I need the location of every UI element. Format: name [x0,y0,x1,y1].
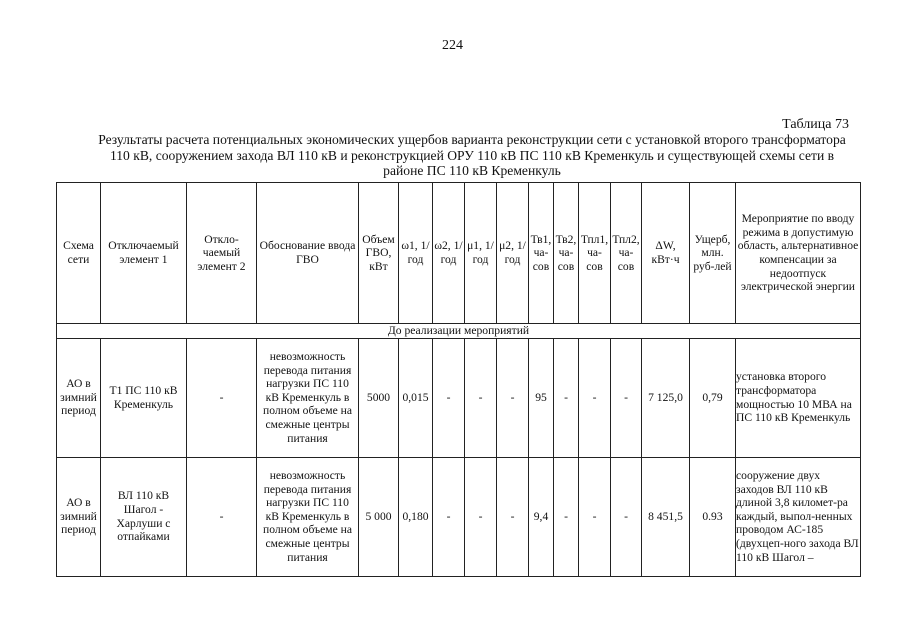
header-cell: Тв2, ча-сов [554,183,579,324]
table-cell: 0.93 [690,457,736,576]
table-cell: невозможность перевода питания нагрузки ПС 110 кВ Кременкуль в полном объеме на смежные центры питания [257,338,359,457]
table-cell: - [554,338,579,457]
header-cell: Обоснование ввода ГВО [257,183,359,324]
header-cell: Отключаемый элемент 1 [101,183,187,324]
table-cell: 0,015 [399,338,433,457]
header-cell: Схема сети [57,183,101,324]
header-cell: Тв1, ча-сов [529,183,554,324]
table-cell: - [579,338,611,457]
table-cell: АО в зимний период [57,457,101,576]
table-cell: Т1 ПС 110 кВ Кременкуль [101,338,187,457]
table-cell: сооружение двух заходов ВЛ 110 кВ длиной 3,8 километ-ра каждый, выпол-ненных проводом АС-185 (двухцеп-ного захода ВЛ 110 кВ Шагол – [736,457,861,576]
table-cell: - [187,338,257,457]
table-cell: установка второго трансформатора мощностью 10 МВА на ПС 110 кВ Кременкуль [736,338,861,457]
table-header-row [57,183,861,324]
table-cell: - [465,457,497,576]
table-cell: - [554,457,579,576]
header-cell: Объем ГВО, кВт [359,183,399,324]
table-cell: 95 [529,338,554,457]
table-cell: 8 451,5 [642,457,690,576]
header-cell: Ущерб, млн. руб-лей [690,183,736,324]
header-cell: ω1, 1/год [399,183,433,324]
table-row [57,457,861,576]
page-number: 224 [442,38,463,53]
table-cell: 7 125,0 [642,338,690,457]
table-cell: невозможность перевода питания нагрузки ПС 110 кВ Кременкуль в полном объеме на смежные центры питания [257,457,359,576]
table-cell: - [497,457,529,576]
header-cell: Откло-чаемый элемент 2 [187,183,257,324]
header-cell: Тпл2, ча-сов [611,183,642,324]
table-caption: Результаты расчета потенциальных экономических ущербов варианта реконструкции сети с установкой второго трансформатора 110 кВ, сооружением захода ВЛ 110 кВ и реконструкцией ОРУ 110 кВ ПС 110 кВ Кременкуль и существующей схемы сети в районе ПС 110 кВ Кременкуль [98,132,846,178]
section-label: До реализации мероприятий [57,324,861,339]
table-cell: - [579,457,611,576]
section-row [57,324,861,339]
table-cell: - [433,338,465,457]
table-cell: 0,79 [690,338,736,457]
table-row [57,338,861,457]
table-cell: АО в зимний период [57,338,101,457]
table-cell: - [611,457,642,576]
header-cell: μ1, 1/год [465,183,497,324]
results-table [56,182,861,577]
table-cell: - [187,457,257,576]
table-cell: - [433,457,465,576]
header-cell: ω2, 1/год [433,183,465,324]
table-cell: ВЛ 110 кВ Шагол - Харлуши с отпайками [101,457,187,576]
header-cell: μ2, 1/год [497,183,529,324]
table-cell: - [611,338,642,457]
table-label: Таблица 73 [782,117,849,132]
table-cell: - [465,338,497,457]
header-cell: Тпл1, ча-сов [579,183,611,324]
table-cell: - [497,338,529,457]
table-cell: 5 000 [359,457,399,576]
header-cell: ΔW, кВт·ч [642,183,690,324]
table-cell: 9,4 [529,457,554,576]
table-cell: 5000 [359,338,399,457]
table-cell: 0,180 [399,457,433,576]
header-cell: Мероприятие по вводу режима в допустимую область, альтернативное компенсации за недоотпуск электрической энергии [736,183,861,324]
